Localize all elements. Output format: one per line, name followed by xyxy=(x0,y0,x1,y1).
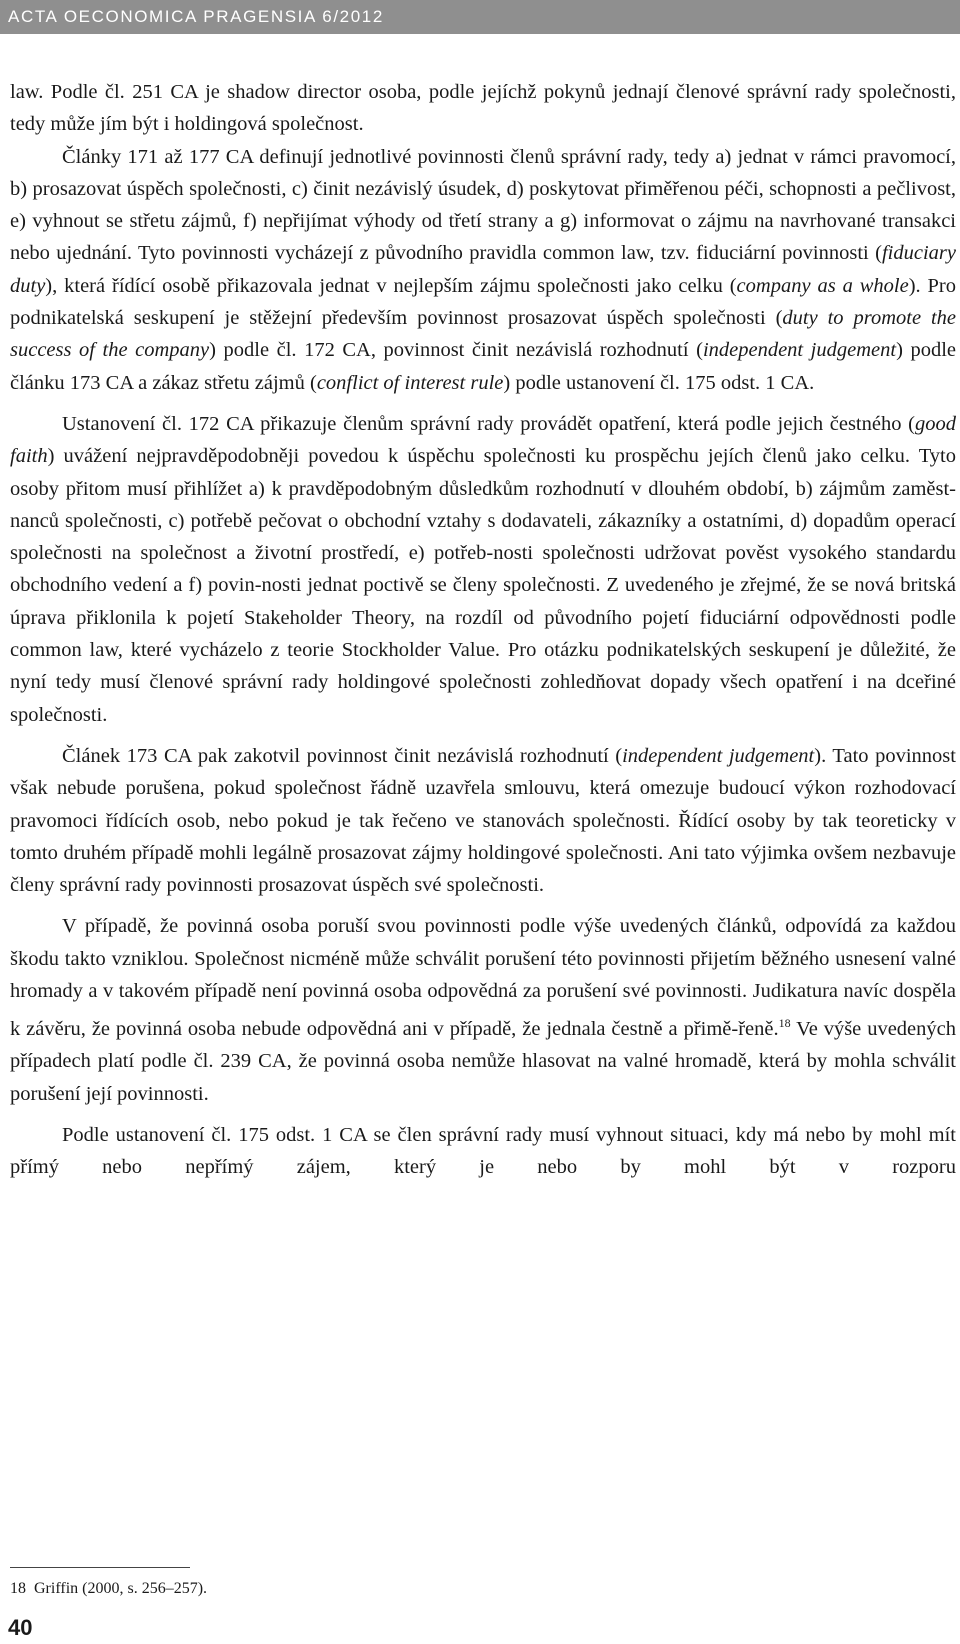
paragraph-articles-171-177: Články 171 až 177 CA definují jednotlivé povinnosti členů správní rady, tedy a) jednat v rámci pravomocí, b) prosazovat úspěch společnosti, c) činit nezávislý úsudek, d) poskytovat přiměřenou péči, schopnosti a pečlivost, e) vyhnout se střetu zájmů, f) nepřijímat výhody od třetí strany a g) informovat o zájmu na navrhované transakci nebo ujednání. Tyto povinnosti vycházejí z původního pravidla common law, tzv. fiduciární povinnosti (fiduciary duty), která řídící osobě přikazovala jednat v nejlepším zájmu společnosti jako celku (company as a whole). Pro podnikatelská seskupení je stěžejní především povinnost prosazovat úspěch společnosti (duty to promote the success of the company) podle čl. 172 CA, povinnost činit nezávislá rozhodnutí (independent judgement) podle článku 173 CA a zákaz střetu zájmů (conflict of interest rule) podle ustanovení čl. 175 odst. 1 CA. xyxy=(10,145,957,394)
running-header xyxy=(0,0,960,34)
journal-title: ACTA OECONOMICA PRAGENSIA 6/2012 xyxy=(8,7,384,26)
article-body xyxy=(10,76,956,1184)
footnote-18 xyxy=(10,1580,207,1598)
paragraph-article-175: Podle ustanovení čl. 175 odst. 1 CA se člen správní rady musí vyhnout situaci, kdy má nebo by mohl mít přímý nebo nepřímý zájem, který je nebo by mohl být v rozporu xyxy=(10,1124,956,1179)
paragraph-breach-liability: V případě, že povinná osoba poruší svou povinnosti podle výše uvedených článků, odpovídá za každou škodu takto vzniklou. Společnost nicméně může schválit porušení této povinnosti přijetím běžného usnesení valné hromady a v takovém případě není povinná osoba odpovědná za porušení své povinnosti. Judikatura navíc dospěla k závěru, že povinná osoba nebude odpovědná ani v případě, že jednala čestně a přimě-řeně.$^{18}$ Ve výše uvedených případech platí podle čl. 239 CA, že povinná osoba nemůže hlasovat na valné hromadě, která by mohla schválit porušení její povinnosti. xyxy=(10,915,956,1105)
paragraph-article-172: Ustanovení čl. 172 CA přikazuje členům správní rady provádět opatření, která podle jejich čestného (good faith) uvážení nejpravděpodobněji povedou k úspěchu společnosti ku prospěchu jejích členů jako celku. Tyto osoby přitom musí přihlížet a) k pravděpodobným důsledkům rozhodnutí v dlouhém období, b) zájmům zaměst-nanců společnosti, c) potřebě pečovat o obchodní vztahy s dodavateli, zákazníky a ostatními, d) dopadům operací společnosti na společnost a životní prostředí, e) potřeb-nosti společnosti udržovat pověst vysokého standardu obchodního vedení a f) povin-nosti jednat poctivě se členy společnosti. Z uvedeného je zřejmé, že se nová britská úprava přiklonila k pojetí Stakeholder Theory, na rozdíl od původního pojetí fiduciární odpovědnosti podle common law, které vycházelo z teorie Stockholder Value. Pro otázku podnikatelských seskupení je důležité, že nyní tedy musí členové správní rady holdingové společnosti zohledňovat dopady všech opatření i na dceřiné společnosti. xyxy=(10,412,956,726)
footnote-ref-18: 18 xyxy=(778,1016,791,1031)
page-number: 40 xyxy=(8,1615,33,1640)
footnote-text: Griffin (2000, s. 256–257). xyxy=(34,1580,208,1597)
paragraph-continuation: law. Podle čl. 251 CA je shadow director osoba, podle jejíchž pokynů jednají členové správní rady společnosti, tedy může jím být i holdingová společnost. xyxy=(10,81,956,136)
footnote-separator xyxy=(10,1567,190,1568)
footnote-number: 18 xyxy=(10,1580,26,1597)
paragraph-article-173: Článek 173 CA pak zakotvil povinnost činit nezávislá rozhodnutí (independent judgement). Tato povinnost však nebude porušena, pokud společnost řádně uzavřela smlouvu, která omezuje budoucí výkon rozhodovací pravomoci řídících osob, nebo pokud je tak řečeno ve stanovách společnosti. Řídící osoby by tak teoreticky v tomto druhém případě mohli legálně prosazovat zájmy holdingové společnosti. Ani tato výjimka ovšem nezbavuje členy správní rady povinnosti prosazovat úspěch své společnosti. xyxy=(10,744,956,897)
